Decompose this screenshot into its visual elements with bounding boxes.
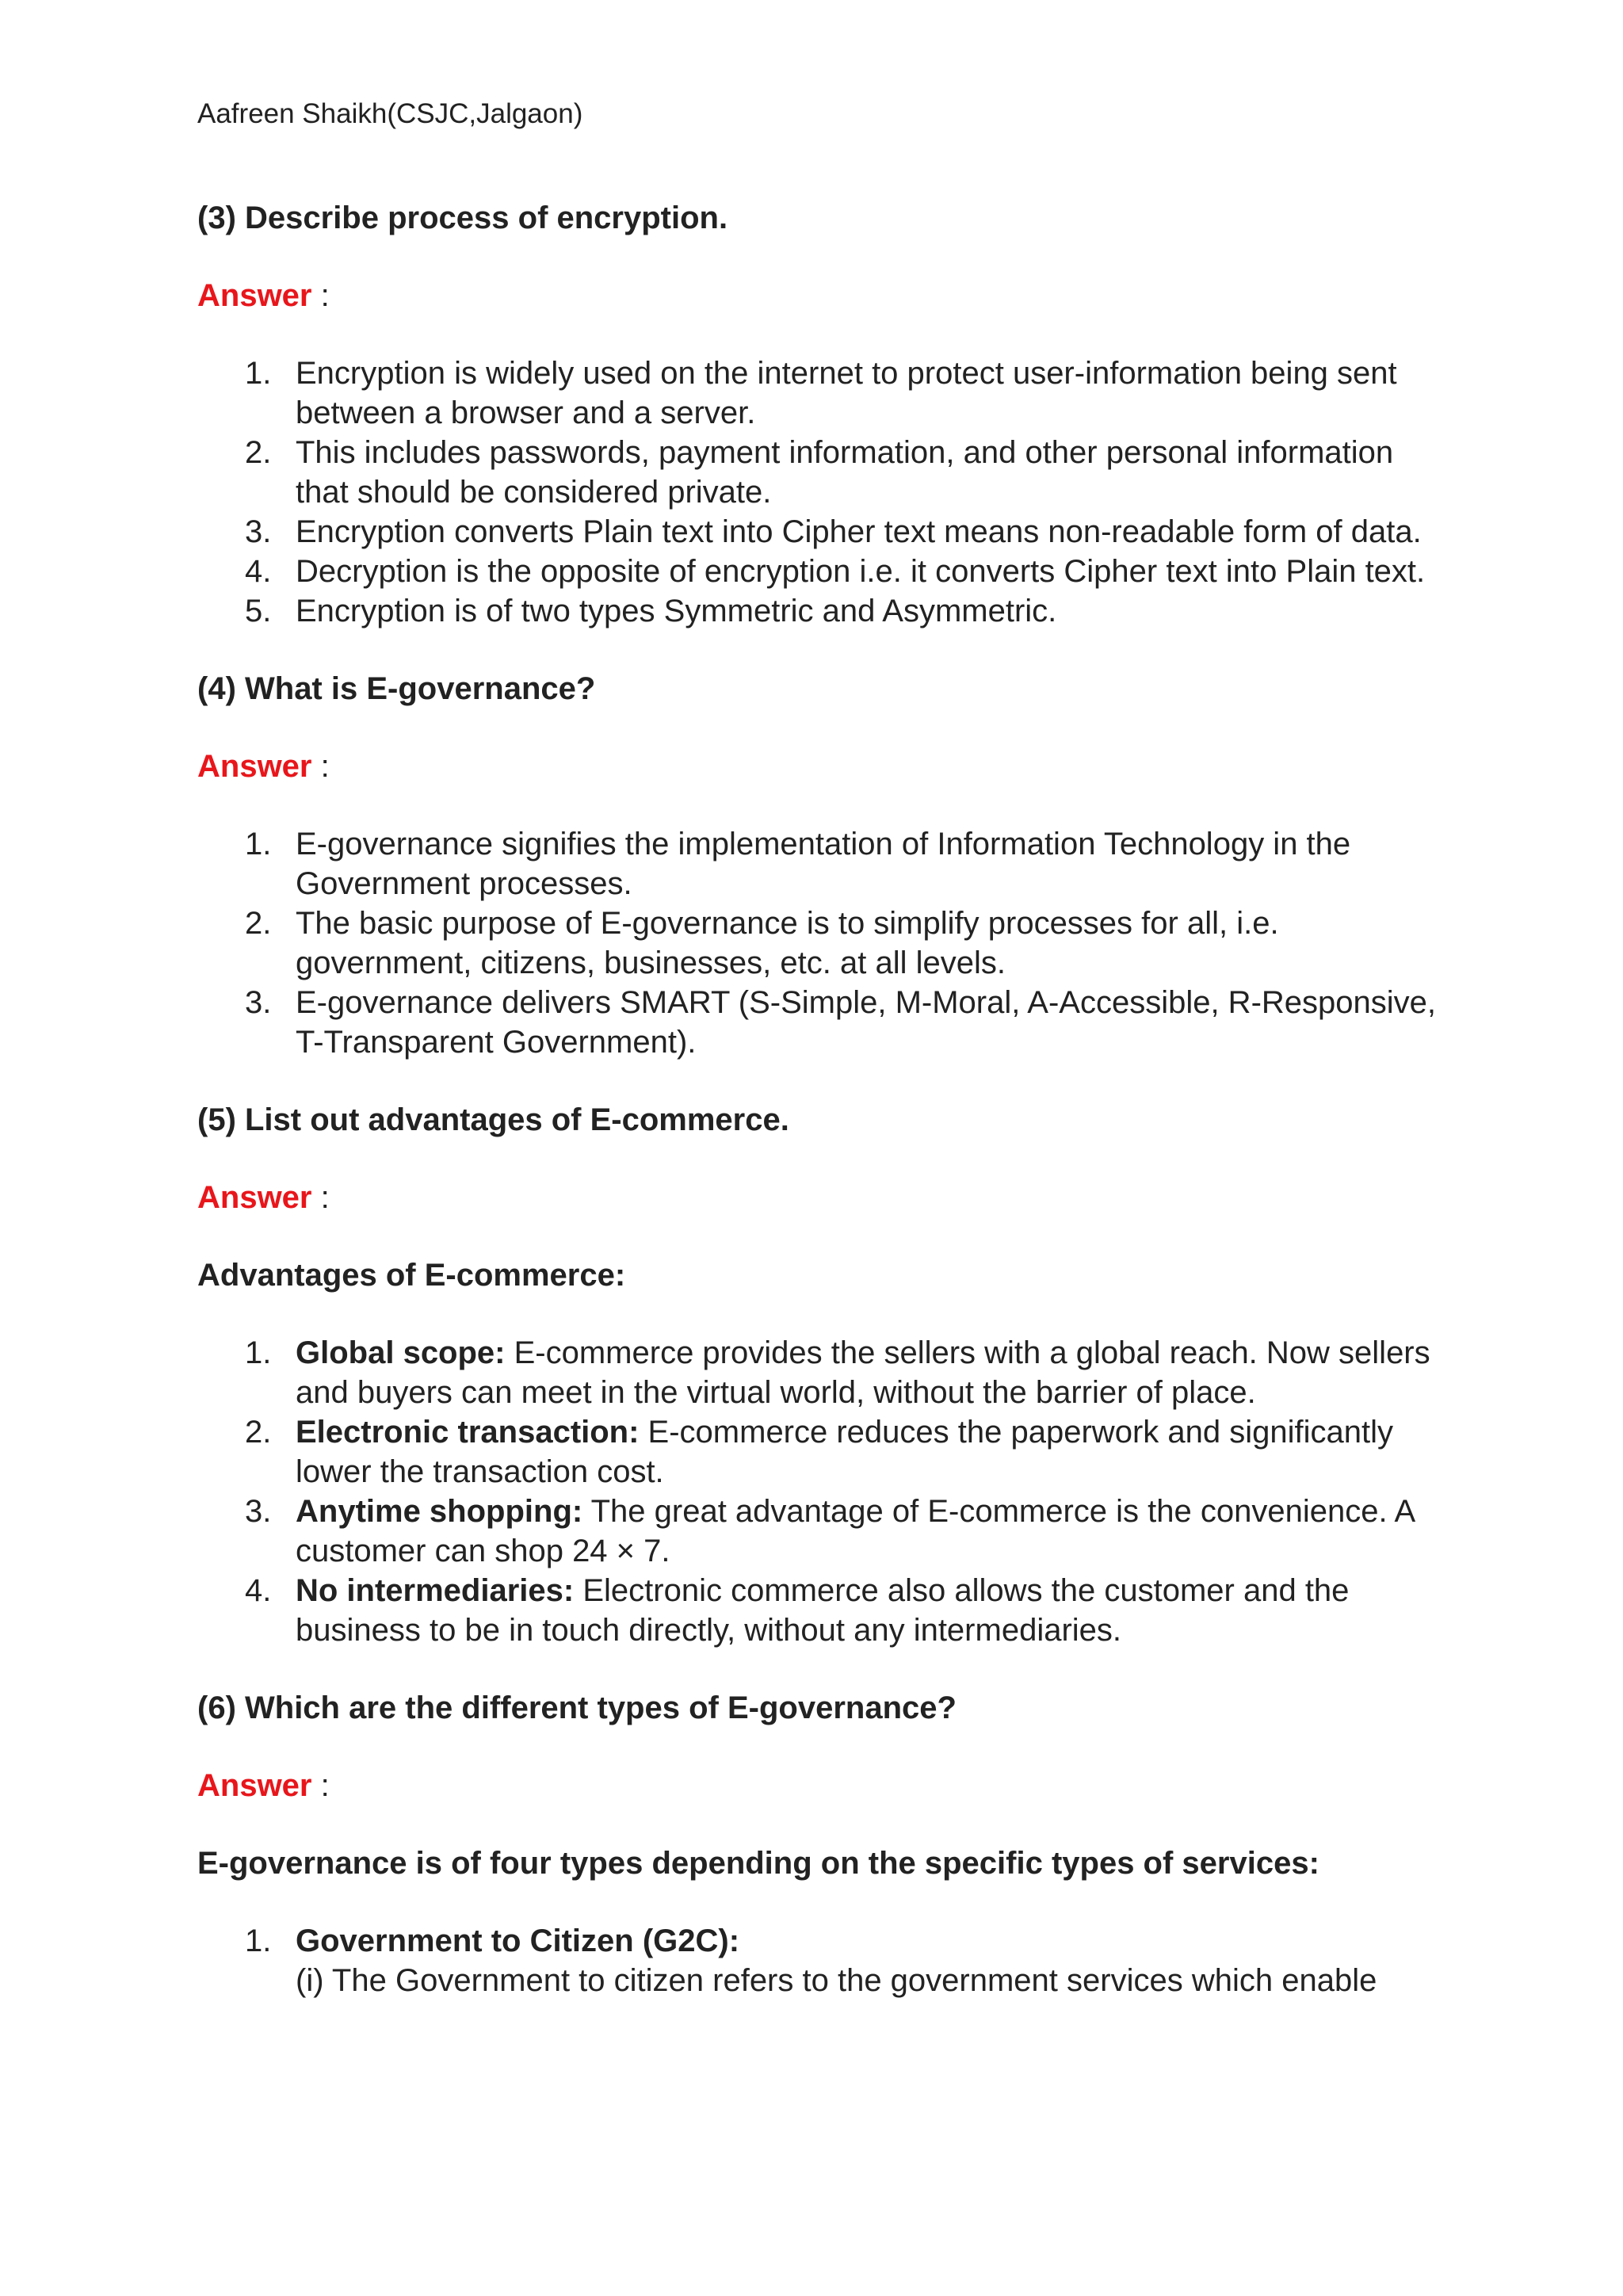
list-text: Encryption is widely used on the internet to protect user-information being sent between a browser and a server. (296, 356, 1397, 430)
list-text: The basic purpose of E-governance is to simplify processes for all, i.e. government, citizens, businesses, etc. at all levels. (296, 906, 1279, 980)
list-text: E-governance signifies the implementation of Information Technology in the Government processes. (296, 827, 1351, 901)
list-text: (i) The Government to citizen refers to the government services which enable (296, 1963, 1377, 1998)
answer-separator: : (311, 1768, 330, 1803)
list-item (197, 1333, 1449, 1412)
section-q4 (197, 669, 1449, 1062)
question-heading: (4) What is E-governance? (197, 671, 596, 706)
list-text: This includes passwords, payment information, and other personal information that should be considered private. (296, 435, 1394, 510)
answer-label: Answer (197, 749, 312, 784)
list-text: The great advantage of E-commerce is the convenience. A customer can shop 24 × 7. (296, 1494, 1414, 1568)
list-number: 4. (245, 554, 272, 589)
list-term: Global scope: (296, 1335, 506, 1370)
answer-label: Answer (197, 1180, 312, 1215)
list-text: E-commerce reduces the paperwork and significantly lower the transaction cost. (296, 1415, 1393, 1489)
list-number: 2. (245, 435, 272, 470)
list-text: E-commerce provides the sellers with a global reach. Now sellers and buyers can meet in the virtual world, without the barrier of place. (296, 1335, 1430, 1410)
answer-list (197, 1333, 1449, 1650)
list-number: 2. (245, 906, 272, 941)
list-item (197, 1412, 1449, 1492)
list-item (197, 904, 1449, 983)
answer-label: Answer (197, 278, 312, 313)
answer-list (197, 353, 1449, 631)
list-text: Encryption is of two types Symmetric and Asymmetric. (296, 594, 1057, 628)
answer-line (197, 747, 1449, 786)
list-item (197, 1571, 1449, 1650)
list-number: 5. (245, 594, 272, 628)
page-header: Aafreen Shaikh(CSJC,Jalgaon) (197, 98, 583, 129)
subheading: Advantages of E-commerce: (197, 1258, 626, 1293)
answer-line (197, 1178, 1449, 1217)
answer-line (197, 276, 1449, 315)
list-term: Electronic transaction: (296, 1415, 640, 1450)
section-q5 (197, 1100, 1449, 1650)
question-heading: (5) List out advantages of E-commerce. (197, 1102, 789, 1137)
answer-line (197, 1766, 1449, 1805)
list-item (197, 552, 1449, 591)
list-item (197, 591, 1449, 631)
list-number: 3. (245, 985, 272, 1020)
answer-label: Answer (197, 1768, 312, 1803)
list-item (197, 433, 1449, 512)
list-number: 1. (245, 827, 272, 861)
list-item (197, 983, 1449, 1062)
list-number: 2. (245, 1415, 272, 1450)
list-item (197, 353, 1449, 433)
list-text: Electronic commerce also allows the customer and the business to be in touch directly, without any intermediaries. (296, 1573, 1350, 1648)
list-number: 1. (245, 1335, 272, 1370)
answer-list (197, 824, 1449, 1062)
list-item (197, 824, 1449, 904)
list-term: Government to Citizen (G2C): (296, 1924, 740, 1958)
answer-list (197, 1921, 1449, 2000)
list-text: Decryption is the opposite of encryption i.e. it converts Cipher text into Plain text. (296, 554, 1426, 589)
subheading: E-governance is of four types depending on the specific types of services: (197, 1846, 1319, 1881)
answer-separator: : (311, 749, 330, 784)
list-text: Encryption converts Plain text into Cipher text means non-readable form of data. (296, 514, 1422, 549)
section-q6 (197, 1688, 1449, 2000)
document-content (197, 198, 1449, 2000)
answer-separator: : (311, 278, 330, 313)
section-q3 (197, 198, 1449, 631)
list-item (197, 1492, 1449, 1571)
list-text: E-governance delivers SMART (S-Simple, M-Moral, A-Accessible, R-Responsive, T-Transparent Government). (296, 985, 1437, 1060)
list-term: No intermediaries: (296, 1573, 575, 1608)
list-item (197, 1921, 1449, 2000)
list-number: 1. (245, 356, 272, 391)
answer-separator: : (311, 1180, 330, 1215)
list-number: 4. (245, 1573, 272, 1608)
list-number: 3. (245, 1494, 272, 1529)
list-item (197, 512, 1449, 552)
list-number: 3. (245, 514, 272, 549)
question-heading: (3) Describe process of encryption. (197, 201, 728, 235)
list-number: 1. (245, 1924, 272, 1958)
question-heading: (6) Which are the different types of E-governance? (197, 1690, 957, 1725)
list-term: Anytime shopping: (296, 1494, 583, 1529)
